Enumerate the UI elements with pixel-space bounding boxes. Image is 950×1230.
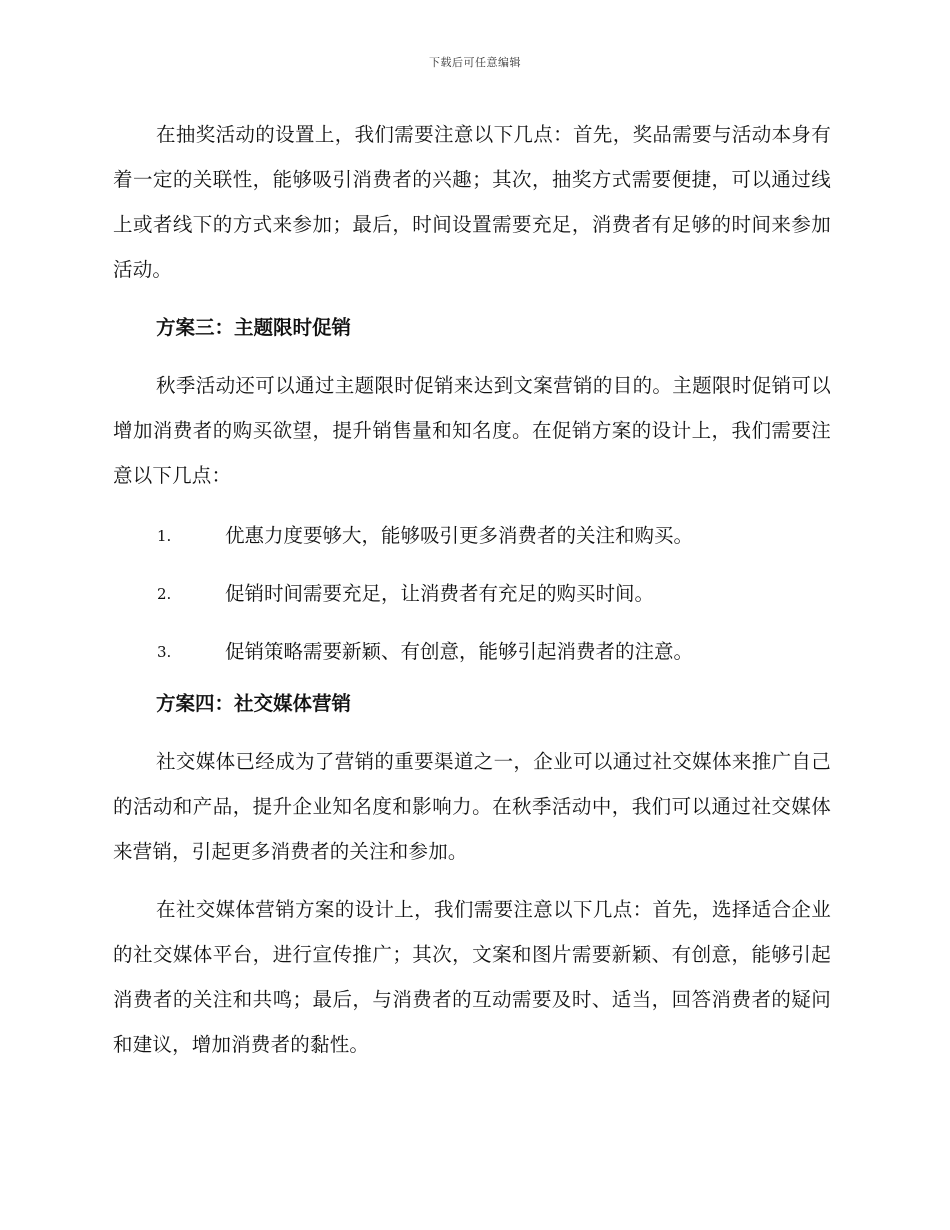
document-body xyxy=(113,112,831,1067)
list-item xyxy=(113,521,831,579)
list-item-text: 促销策略需要新颖、有创意，能够引起消费者的注意。 xyxy=(225,640,694,663)
numbered-list xyxy=(113,521,831,681)
paragraph-social-media-design: 在社交媒体营销方案的设计上，我们需要注意以下几点：首先，选择适合企业的社交媒体平台，进行宣传推广；其次，文案和图片需要新颖、有创意，能够引起消费者的关注和共鸣；最后，与消费者的互动需要及时、适当，回答消费者的疑问和建议，增加消费者的黏性。 xyxy=(113,898,831,1056)
section-heading-plan-three: 方案三：主题限时促销 xyxy=(156,316,352,339)
paragraph-limited-promotion: 秋季活动还可以通过主题限时促销来达到文案营销的目的。主题限时促销可以增加消费者的购买欲望，提升销售量和知名度。在促销方案的设计上，我们需要注意以下几点： xyxy=(113,374,831,487)
section-heading-plan-four: 方案四：社交媒体营销 xyxy=(156,692,352,715)
list-item-number: 3. xyxy=(157,643,172,661)
paragraph-lottery-settings: 在抽奖活动的设置上，我们需要注意以下几点：首先，奖品需要与活动本身有着一定的关联性，能够吸引消费者的兴趣；其次，抽奖方式需要便捷，可以通过线上或者线下的方式来参加；最后，时间设置需要充足，消费者有足够的时间来参加活动。 xyxy=(113,123,831,281)
list-item xyxy=(113,579,831,637)
list-item-number: 2. xyxy=(157,585,172,603)
page-header: 下载后可任意编辑 xyxy=(429,56,521,69)
list-item xyxy=(113,637,831,681)
list-item-text: 优惠力度要够大，能够吸引更多消费者的关注和购买。 xyxy=(225,524,694,547)
list-item-text: 促销时间需要充足，让消费者有充足的购买时间。 xyxy=(225,582,655,605)
paragraph-social-media-channel: 社交媒体已经成为了营销的重要渠道之一，企业可以通过社交媒体来推广自己的活动和产品，提升企业知名度和影响力。在秋季活动中，我们可以通过社交媒体来营销，引起更多消费者的关注和参加。 xyxy=(113,750,831,863)
list-item-number: 1. xyxy=(157,527,172,545)
